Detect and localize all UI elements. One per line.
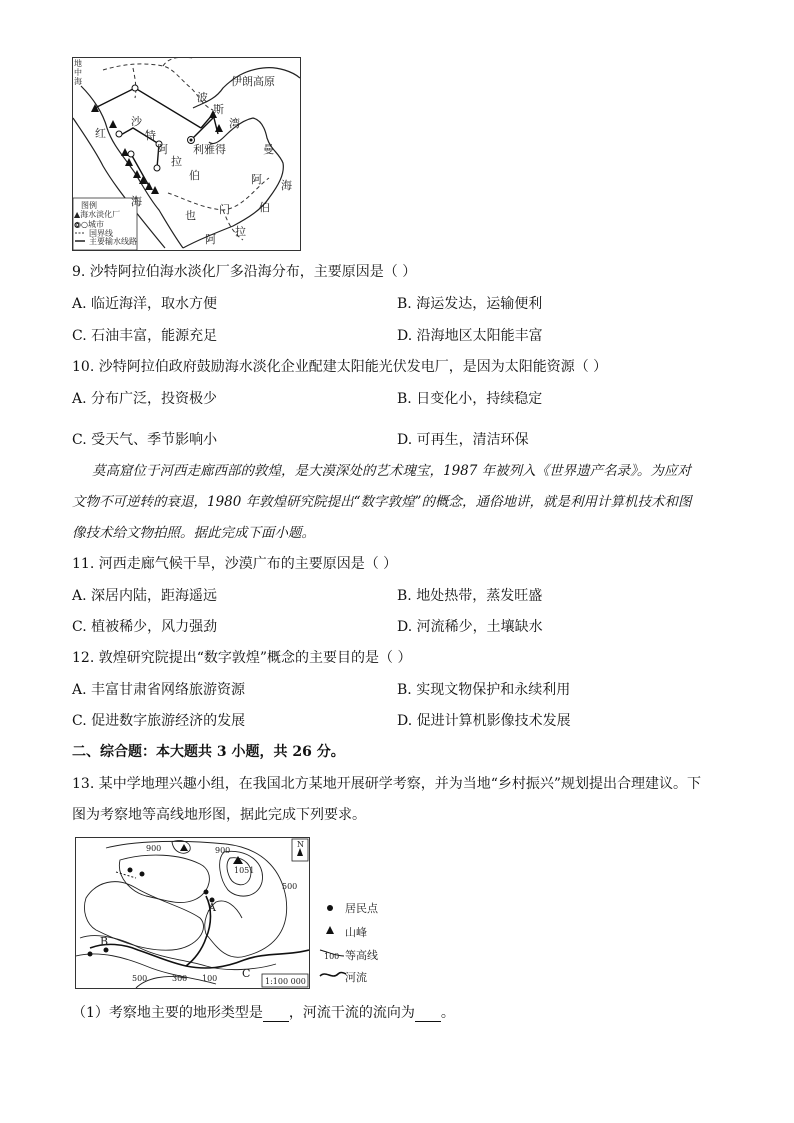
river-symbol <box>320 973 346 977</box>
label-arab-sea-1: 阿 <box>251 173 262 186</box>
question-9-option-a[interactable]: A. 临近海洋，取水方便 <box>72 296 218 312</box>
north-arrow-label: N <box>297 840 304 849</box>
q13-sub1-part3: 。 <box>440 1005 455 1021</box>
question-9-option-c[interactable]: C. 石油丰富，能源充足 <box>72 328 218 344</box>
q13-sub1-part1: （1）考察地主要的地形类型是 <box>72 1005 263 1021</box>
map-scale: 1:100 000 <box>265 977 306 986</box>
contour-label-900-b: 900 <box>215 846 231 855</box>
label-arab-sea-2: 拉 <box>235 225 246 238</box>
contour-map <box>75 837 310 989</box>
contour-map-drawing <box>76 838 309 988</box>
label-yemen-1: 也 <box>185 209 196 222</box>
question-12-option-d[interactable]: D. 促进计算机影像技术发展 <box>397 713 571 729</box>
point-c-label: C <box>242 967 251 980</box>
label-yemen-2: 门 <box>219 203 230 216</box>
question-11-option-b[interactable]: B. 地处热带，蒸发旺盛 <box>397 588 543 604</box>
question-9-option-d[interactable]: D. 沿海地区太阳能丰富 <box>397 328 543 344</box>
settlement-symbol <box>327 905 333 911</box>
passage-line-1: 莫高窟位于河西走廊西部的敦煌，是大漠深处的艺术瑰宝，1987 年被列入《世界遗产名录》。为应对 <box>92 463 691 479</box>
answer-blank-1[interactable] <box>263 1007 289 1022</box>
label-saudi-5: 伯 <box>189 169 200 182</box>
contour-label-100: 100 <box>202 974 218 983</box>
section-2-heading: 二、综合题：本大题共 3 小题，共 26 分。 <box>72 744 345 760</box>
question-11-option-a[interactable]: A. 深居内陆，距海遥远 <box>72 588 218 604</box>
label-mediterranean: 地中海 <box>74 59 82 86</box>
label-gulf-1: 波 <box>197 91 208 104</box>
label-iranian-plateau: 伊朗高原 <box>231 75 275 88</box>
legend-contour: 等高线 <box>345 949 378 962</box>
question-11-option-c[interactable]: C. 植被稀少，风力强劲 <box>72 619 218 635</box>
label-saudi-2: 特 <box>145 129 156 142</box>
label-saudi-3: 阿 <box>157 143 168 156</box>
label-gulf-2: 斯 <box>213 103 224 116</box>
legend-border: 国界线 <box>89 229 113 238</box>
question-10-option-c[interactable]: C. 受天气、季节影响小 <box>72 432 218 448</box>
contour-legend-symbols <box>318 900 348 984</box>
legend-settlement: 居民点 <box>345 902 378 915</box>
label-arab-sea-1b: 阿 <box>205 233 216 246</box>
label-gulf-3: 湾 <box>229 117 240 130</box>
question-9-stem: 9. 沙特阿拉伯海水淡化厂多沿海分布，主要原因是（ ） <box>72 264 417 280</box>
contour-label-1051: 1051 <box>234 866 255 875</box>
question-12-option-a[interactable]: A. 丰富甘肃省网络旅游资源 <box>72 682 246 698</box>
legend-peak: 山峰 <box>345 926 367 939</box>
question-10-stem: 10. 沙特阿拉伯政府鼓励海水淡化企业配建太阳能光伏发电厂，是因为太阳能资源（ ） <box>72 359 608 375</box>
label-saudi-4: 拉 <box>171 155 182 168</box>
legend-city: ◎○城市 <box>74 220 104 229</box>
label-oman: 曼 <box>263 143 274 156</box>
label-riyadh: 利雅得 <box>193 143 226 156</box>
point-a-label: A <box>208 901 216 914</box>
label-arab-sea-3: 伯 <box>259 201 270 214</box>
question-10-option-b[interactable]: B. 日变化小，持续稳定 <box>397 391 543 407</box>
question-11-option-d[interactable]: D. 河流稀少，土壤缺水 <box>397 619 543 635</box>
question-10-option-a[interactable]: A. 分布广泛，投资极少 <box>72 391 218 407</box>
question-11-stem: 11. 河西走廊气候干旱，沙漠广布的主要原因是（ ） <box>72 556 398 572</box>
question-10-option-d[interactable]: D. 可再生，清洁环保 <box>397 432 529 448</box>
label-arab-sea-4: 海 <box>281 179 292 192</box>
contour-label-300: 300 <box>172 974 188 983</box>
label-saudi-1: 沙 <box>131 115 142 128</box>
legend-contour-value: 100 <box>324 952 340 961</box>
legend-river: 河流 <box>345 971 367 984</box>
question-12-option-b[interactable]: B. 实现文物保护和永续利用 <box>397 682 571 698</box>
question-12-stem: 12. 敦煌研究院提出“数字敦煌”概念的主要目的是（ ） <box>72 650 412 666</box>
saudi-arabia-map <box>72 57 301 251</box>
legend-title: 图例 <box>81 201 97 210</box>
answer-blank-2[interactable] <box>415 1007 441 1022</box>
question-13-line-2: 图为考察地等高线地形图，据此完成下列要求。 <box>72 807 366 823</box>
legend-plant: ▲海水淡化厂 <box>74 210 121 219</box>
q13-sub1-part2: ，河流干流的流向为 <box>288 1005 415 1021</box>
contour-label-500-a: 500 <box>282 882 298 891</box>
passage-line-3: 像技术给文物拍照。据此完成下面小题。 <box>72 525 315 541</box>
passage-line-2: 文物不可逆转的衰退，1980 年敦煌研究院提出“数字敦煌”的概念，通俗地讲，就是利用计算机技术和图 <box>72 494 692 510</box>
point-b-label: B <box>100 935 109 948</box>
contour-label-900-a: 900 <box>146 844 162 853</box>
question-12-option-c[interactable]: C. 促进数字旅游经济的发展 <box>72 713 246 729</box>
label-red-sea-2: 海 <box>131 195 142 208</box>
question-13-sub-1 <box>72 1004 455 1022</box>
contour-label-500-b: 500 <box>132 974 148 983</box>
question-13-line-1: 13. 某中学地理兴趣小组，在我国北方某地开展研学考察，并为当地“乡村振兴”规划提出合理建议。下 <box>72 776 702 792</box>
label-red-sea-1: 红 <box>95 127 106 140</box>
question-9-option-b[interactable]: B. 海运发达，运输便利 <box>397 296 543 312</box>
peak-symbol <box>326 926 334 934</box>
legend-pipeline: 主要输水线路 <box>89 237 137 246</box>
